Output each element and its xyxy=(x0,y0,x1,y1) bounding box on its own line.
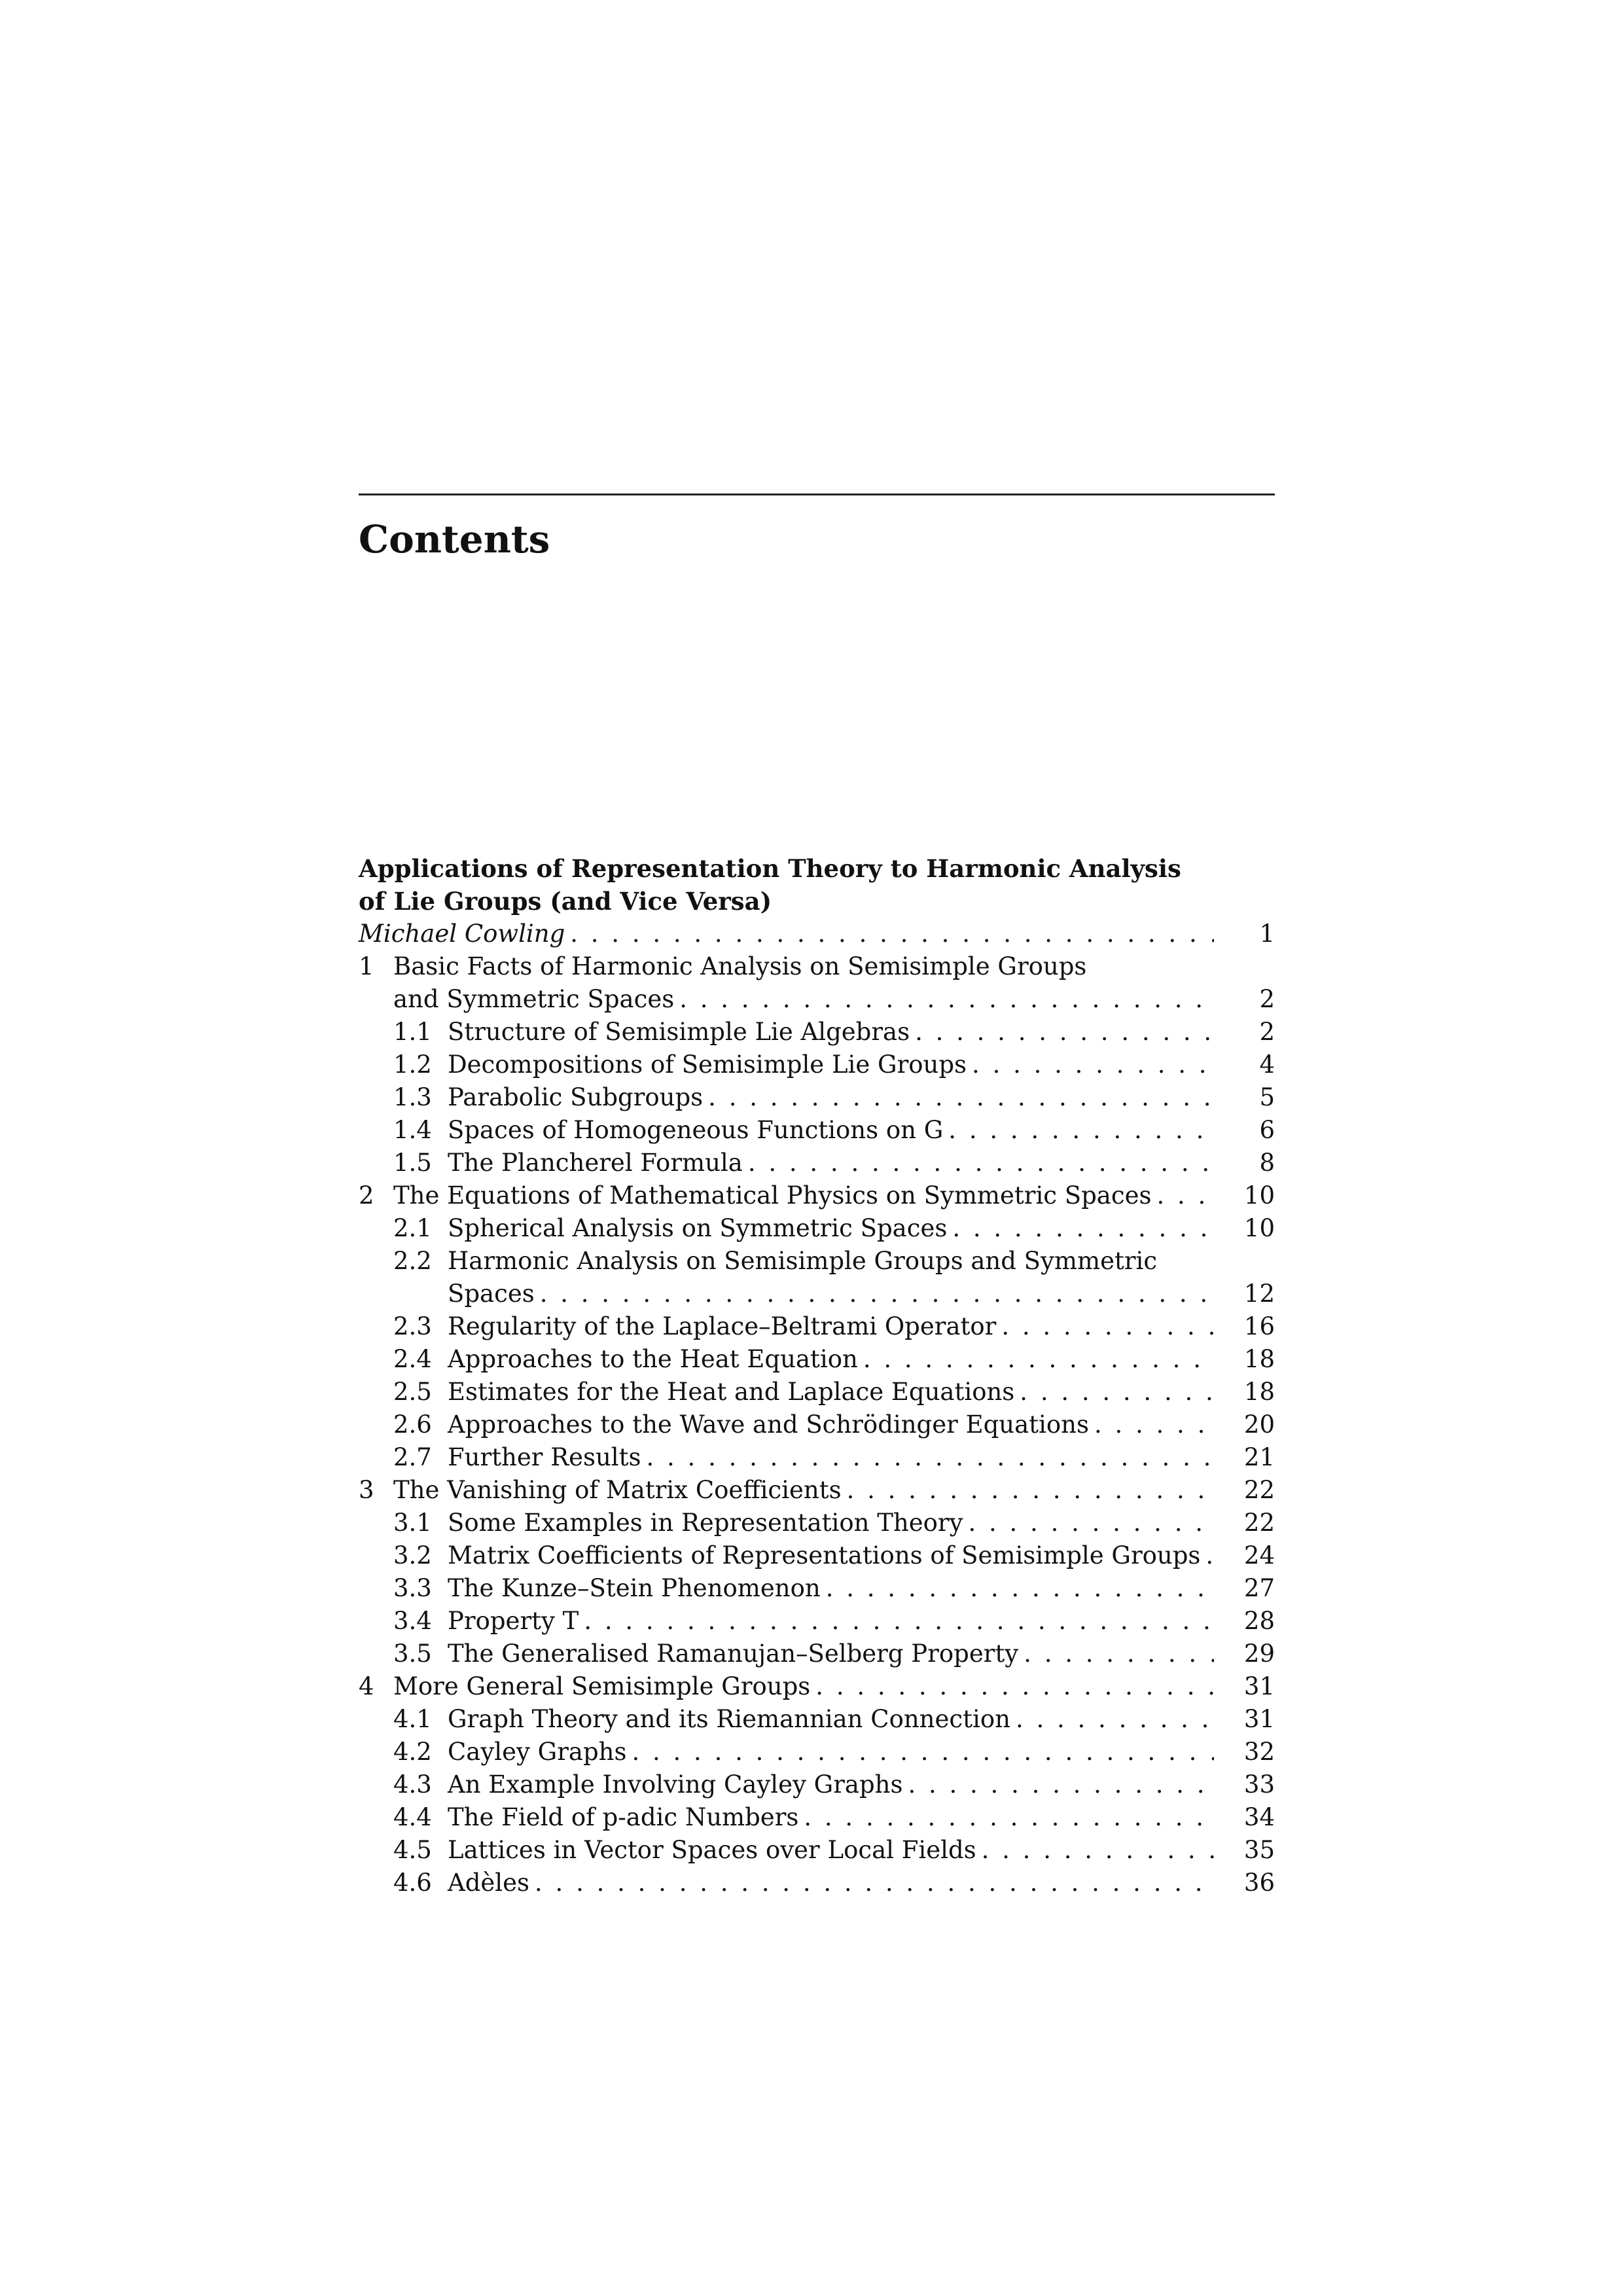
page-number: 10 xyxy=(1243,1214,1275,1242)
leader-dots xyxy=(703,1081,1214,1114)
toc-subsection-entry[interactable] xyxy=(359,1507,1275,1539)
toc-subsection-entry[interactable] xyxy=(359,1736,1275,1768)
toc-subsection-entry[interactable] xyxy=(359,1638,1275,1670)
entry-title: Approaches to the Wave and Schrödinger Equations xyxy=(448,1410,1089,1439)
leader-dots xyxy=(626,1736,1214,1768)
leader-dots xyxy=(943,1114,1214,1147)
entry-number: 2.2 xyxy=(393,1247,432,1275)
entry-number: 4.2 xyxy=(393,1738,432,1766)
page-number: 31 xyxy=(1243,1672,1275,1700)
entry-number: 4.1 xyxy=(393,1705,432,1733)
toc-subsection-entry[interactable] xyxy=(359,1703,1275,1736)
entry-number: 1.4 xyxy=(393,1116,432,1144)
leader-dots xyxy=(1014,1376,1214,1408)
entry-number: 3 xyxy=(359,1476,374,1504)
page-number: 6 xyxy=(1259,1116,1275,1144)
leader-dots xyxy=(1151,1179,1214,1212)
entry-number: 2.7 xyxy=(393,1443,432,1471)
page-number: 35 xyxy=(1243,1836,1275,1864)
toc-subsection-entry[interactable] xyxy=(359,1834,1275,1867)
entry-number: 2.4 xyxy=(393,1345,432,1373)
entry-number: 2.3 xyxy=(393,1312,432,1340)
entry-title: Parabolic Subgroups xyxy=(448,1083,704,1111)
chapter-title-line-1: Applications of Representation Theory to Harmonic Analysis xyxy=(359,854,1181,883)
entry-title: Regularity of the Laplace–Beltrami Operator xyxy=(448,1312,997,1340)
entry-title: Further Results xyxy=(448,1443,641,1471)
entry-title: Cayley Graphs xyxy=(448,1738,627,1766)
page-number: 12 xyxy=(1243,1280,1275,1308)
page-number: 34 xyxy=(1243,1803,1275,1831)
leader-dots xyxy=(1018,1638,1214,1670)
page-number: 5 xyxy=(1259,1083,1275,1111)
chapter-title xyxy=(359,852,1275,918)
entry-title: Graph Theory and its Riemannian Connection xyxy=(448,1705,1010,1733)
leader-dots xyxy=(1200,1539,1214,1572)
entry-number: 2.5 xyxy=(393,1378,432,1406)
entry-title: Spherical Analysis on Symmetric Spaces xyxy=(448,1214,948,1242)
page-number: 22 xyxy=(1243,1476,1275,1504)
toc-subsection-entry[interactable] xyxy=(359,1114,1275,1147)
page-number: 31 xyxy=(1243,1705,1275,1733)
entry-number: 1 xyxy=(359,952,374,980)
entry-title: More General Semisimple Groups xyxy=(393,1672,811,1700)
leader-dots xyxy=(674,983,1214,1016)
page-number: 32 xyxy=(1243,1738,1275,1766)
entry-title: Approaches to the Heat Equation xyxy=(448,1345,858,1373)
toc-subsection-entry[interactable] xyxy=(359,1441,1275,1474)
entry-number: 4.6 xyxy=(393,1869,432,1897)
toc-subsection-entry[interactable] xyxy=(359,1768,1275,1801)
leader-dots xyxy=(535,1278,1214,1310)
page-number: 2 xyxy=(1259,1018,1275,1046)
entry-number: 4 xyxy=(359,1672,374,1700)
entry-title: Decompositions of Semisimple Lie Groups xyxy=(448,1050,967,1079)
entry-number: 4.4 xyxy=(393,1803,432,1831)
toc-subsection-entry[interactable] xyxy=(359,1016,1275,1049)
page-number: 21 xyxy=(1243,1443,1275,1471)
entry-title: The Generalised Ramanujan–Selberg Property xyxy=(448,1640,1019,1668)
table-of-contents xyxy=(359,918,1275,1899)
leader-dots xyxy=(902,1768,1214,1801)
entry-title: Adèles xyxy=(448,1869,530,1897)
entry-number: 3.3 xyxy=(393,1574,432,1602)
leader-dots xyxy=(1089,1408,1214,1441)
toc-subsection-entry[interactable] xyxy=(359,1310,1275,1343)
leader-dots xyxy=(842,1474,1214,1507)
page-number: 27 xyxy=(1243,1574,1275,1602)
entry-title: Lattices in Vector Spaces over Local Fields xyxy=(448,1836,976,1864)
page-number: 4 xyxy=(1259,1050,1275,1079)
entry-title: Property T xyxy=(448,1607,579,1635)
entry-number: 2.6 xyxy=(393,1410,432,1439)
entry-title: and Symmetric Spaces xyxy=(393,985,675,1013)
toc-section-entry[interactable] xyxy=(359,1474,1275,1507)
toc-subsection-entry[interactable] xyxy=(359,1147,1275,1179)
entry-number: 3.2 xyxy=(393,1541,432,1570)
entry-title: Structure of Semisimple Lie Algebras xyxy=(448,1018,910,1046)
toc-subsection-entry[interactable] xyxy=(359,1049,1275,1081)
toc-subsection-entry[interactable] xyxy=(359,1867,1275,1899)
page-number: 2 xyxy=(1259,985,1275,1013)
entry-title-line-1: Harmonic Analysis on Semisimple Groups and Symmetric xyxy=(448,1247,1158,1275)
leader-dots xyxy=(910,1016,1214,1049)
toc-subsection-entry[interactable] xyxy=(359,1081,1275,1114)
page-number: 18 xyxy=(1243,1345,1275,1373)
toc-subsection-entry[interactable] xyxy=(359,1605,1275,1638)
page-number: 29 xyxy=(1243,1640,1275,1668)
leader-dots xyxy=(976,1834,1214,1867)
entry-title: The Kunze–Stein Phenomenon xyxy=(448,1574,821,1602)
entry-number: 4.3 xyxy=(393,1770,432,1799)
leader-dots xyxy=(858,1343,1214,1376)
toc-section-entry[interactable] xyxy=(359,1179,1275,1212)
leader-dots xyxy=(743,1147,1214,1179)
entry-number: 3.4 xyxy=(393,1607,432,1635)
entry-title: The Plancherel Formula xyxy=(448,1149,743,1177)
toc-subsection-entry[interactable] xyxy=(359,1539,1275,1572)
entry-number: 1.1 xyxy=(393,1018,432,1046)
leader-dots xyxy=(967,1049,1214,1081)
page-number: 28 xyxy=(1243,1607,1275,1635)
leader-dots xyxy=(1010,1703,1214,1736)
leader-dots xyxy=(529,1867,1214,1899)
entry-number: 1.2 xyxy=(393,1050,432,1079)
entry-title: The Field of p-adic Numbers xyxy=(448,1803,799,1831)
leader-dots xyxy=(798,1801,1214,1834)
top-rule xyxy=(359,493,1275,495)
page-number: 22 xyxy=(1243,1509,1275,1537)
page-number: 18 xyxy=(1243,1378,1275,1406)
entry-title: The Vanishing of Matrix Coefficients xyxy=(393,1476,842,1504)
page-number: 20 xyxy=(1243,1410,1275,1439)
toc-subsection-entry[interactable] xyxy=(359,1245,1275,1310)
toc-subsection-entry[interactable] xyxy=(359,1572,1275,1605)
leader-dots xyxy=(821,1572,1214,1605)
toc-author-entry[interactable] xyxy=(359,918,1275,950)
leader-dots xyxy=(963,1507,1214,1539)
entry-number: 3.1 xyxy=(393,1509,432,1537)
entry-title: Spaces xyxy=(448,1280,535,1308)
toc-subsection-entry[interactable] xyxy=(359,1801,1275,1834)
entry-title: Estimates for the Heat and Laplace Equations xyxy=(448,1378,1015,1406)
toc-subsection-entry[interactable] xyxy=(359,1212,1275,1245)
entry-number: 2 xyxy=(359,1181,374,1210)
chapter-title-line-2: of Lie Groups (and Vice Versa) xyxy=(359,887,772,916)
entry-title: Some Examples in Representation Theory xyxy=(448,1509,963,1537)
page-number: 16 xyxy=(1243,1312,1275,1340)
leader-dots xyxy=(565,918,1214,950)
page-heading: Contents xyxy=(359,517,550,562)
entry-title: An Example Involving Cayley Graphs xyxy=(448,1770,903,1799)
entry-number: 3.5 xyxy=(393,1640,432,1668)
toc-section-entry[interactable] xyxy=(359,1670,1275,1703)
toc-subsection-entry[interactable] xyxy=(359,1408,1275,1441)
leader-dots xyxy=(579,1605,1214,1638)
entry-title: Matrix Coefficients of Representations of Semisimple Groups xyxy=(448,1541,1201,1570)
page-number: 33 xyxy=(1243,1770,1275,1799)
page-number: 8 xyxy=(1259,1149,1275,1177)
leader-dots xyxy=(810,1670,1214,1703)
page-number: 24 xyxy=(1243,1541,1275,1570)
page-number: 36 xyxy=(1243,1869,1275,1897)
entry-title: The Equations of Mathematical Physics on Symmetric Spaces xyxy=(393,1181,1152,1210)
entry-number: 2.1 xyxy=(393,1214,432,1242)
leader-dots xyxy=(947,1212,1214,1245)
page-number: 1 xyxy=(1259,920,1275,948)
leader-dots xyxy=(996,1310,1214,1343)
toc-section-entry[interactable] xyxy=(359,950,1275,1016)
toc-subsection-entry[interactable] xyxy=(359,1343,1275,1376)
author-name: Michael Cowling xyxy=(359,920,565,948)
entry-number: 4.5 xyxy=(393,1836,432,1864)
leader-dots xyxy=(641,1441,1215,1474)
entry-title: Spaces of Homogeneous Functions on G xyxy=(448,1116,944,1144)
page-number: 10 xyxy=(1243,1181,1275,1210)
entry-number: 1.3 xyxy=(393,1083,432,1111)
toc-subsection-entry[interactable] xyxy=(359,1376,1275,1408)
entry-title-line-1: Basic Facts of Harmonic Analysis on Semisimple Groups xyxy=(393,952,1087,980)
entry-number: 1.5 xyxy=(393,1149,432,1177)
